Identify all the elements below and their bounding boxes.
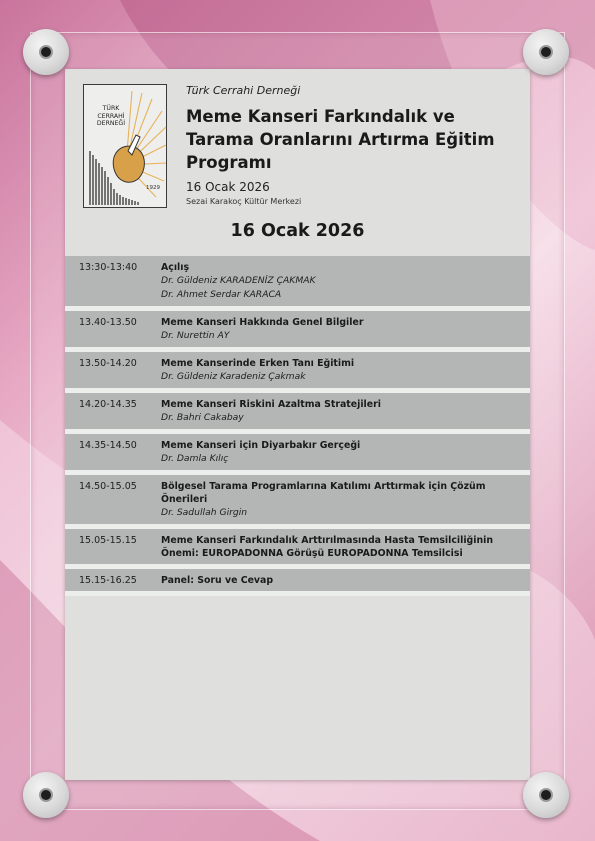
session-title: Açılış (161, 262, 190, 273)
session-content (161, 534, 513, 560)
session-time: 14.50-15.05 (79, 481, 137, 492)
session-time: 13.40-13.50 (79, 317, 137, 328)
session-speaker: Dr. Ahmet Serdar KARACA (161, 289, 282, 300)
session-title: Panel: Soru ve Cevap (161, 575, 274, 586)
association-logo (83, 84, 167, 208)
session-content (161, 316, 513, 343)
session-speaker: Dr. Damla Kılıç (161, 453, 229, 464)
session-row (65, 475, 530, 529)
logo-text (91, 105, 131, 128)
logo-year: 1929 (146, 185, 160, 191)
session-time: 15.15-16.25 (79, 575, 137, 586)
venue: Sezai Karakoç Kültür Merkezi (186, 197, 302, 206)
program-title: Meme Kanseri Farkındalık ve Tarama Oranlarını Artırma Eğitim Programı (186, 107, 495, 172)
session-title: Meme Kanseri için Diyarbakır Gerçeği (161, 440, 361, 451)
session-content (161, 574, 513, 587)
logo-text-line: CERRAHİ (97, 112, 125, 120)
header-date: 16 Ocak 2026 (186, 180, 270, 194)
screw-icon (523, 29, 569, 75)
session-content (161, 261, 513, 302)
session-time: 15.05-15.15 (79, 535, 137, 546)
session-time: 14.20-14.35 (79, 399, 137, 410)
session-title: Bölgesel Tarama Programlarına Katılımı Arttırmak için Çözüm Önerileri (161, 481, 486, 505)
logo-text-line: DERNEĞİ (96, 120, 126, 128)
day-heading: 16 Ocak 2026 (230, 221, 365, 241)
session-title: Meme Kanseri Riskini Azaltma Stratejileri (161, 399, 381, 410)
session-row (65, 393, 530, 434)
session-speaker: Dr. Nurettin AY (161, 330, 230, 341)
session-row (65, 434, 530, 475)
screw-icon (523, 772, 569, 818)
session-content (161, 480, 513, 520)
session-row (65, 311, 530, 352)
organization-name: Türk Cerrahi Derneği (186, 84, 301, 97)
session-content (161, 357, 513, 384)
session-speaker: Dr. Sadullah Girgin (161, 507, 248, 518)
session-title: Meme Kanserinde Erken Tanı Eğitimi (161, 358, 355, 369)
session-time: 13:30-13:40 (79, 262, 138, 273)
session-speaker: Dr. Güldeniz KARADENİZ ÇAKMAK (161, 275, 316, 286)
program-schedule (65, 256, 530, 596)
session-time: 13.50-14.20 (79, 358, 137, 369)
session-content (161, 439, 513, 466)
session-title: Meme Kanseri Hakkında Genel Bilgiler (161, 317, 364, 328)
logo-text-line: TÜRK (102, 105, 120, 112)
session-title: Meme Kanseri Farkındalık Arttırılmasında Hasta Temsilciliğinin Önemi: EUROPADONNA Görüşü EUROPADONNA Temsilcisi (161, 535, 494, 559)
session-content (161, 398, 513, 425)
session-speaker: Dr. Bahri Cakabay (161, 412, 244, 423)
session-speaker: Dr. Güldeniz Karadeniz Çakmak (161, 371, 306, 382)
screw-icon (23, 29, 69, 75)
screw-icon (23, 772, 69, 818)
program-sheet (65, 69, 530, 780)
session-row (65, 529, 530, 569)
session-time: 14.35-14.50 (79, 440, 137, 451)
session-row (65, 352, 530, 393)
session-row (65, 256, 530, 311)
session-row (65, 569, 530, 596)
